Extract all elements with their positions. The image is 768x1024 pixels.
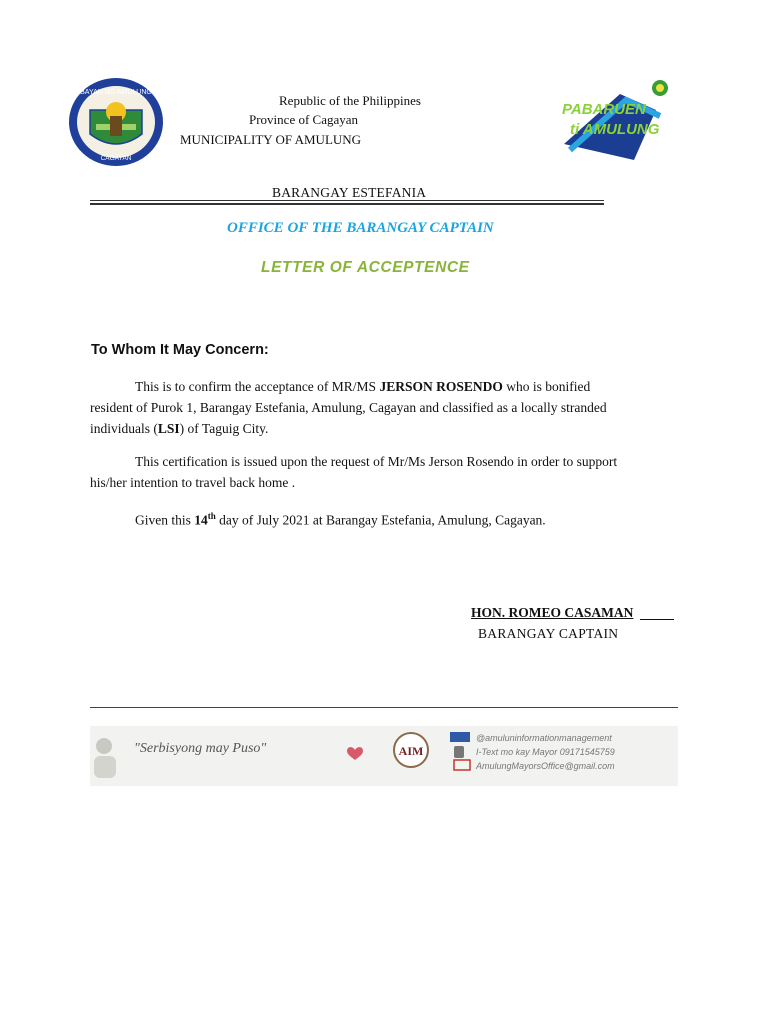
seal-bottom-text: CAGAYAN	[100, 155, 132, 162]
letter-title: LETTER OF ACCEPTENCE	[261, 259, 470, 276]
republic-line: Republic of the Philippines	[279, 93, 421, 108]
person-name: JERSON ROSENDO	[379, 379, 503, 394]
p2-line2: his/her intention to travel back home .	[90, 475, 296, 490]
signatory-name: HON. ROMEO CASAMAN	[471, 605, 634, 620]
amulung-seal-logo	[66, 76, 166, 168]
p1-line3-b: ) of Taguig City.	[179, 421, 269, 436]
signatory-title: BARANGAY CAPTAIN	[478, 626, 619, 641]
footer-facebook: @amuluninformationmanagement	[476, 733, 612, 743]
barangay-name: BARANGAY ESTEFANIA	[272, 185, 427, 200]
pabaruen-amulung-logo	[560, 74, 672, 166]
p2-line1: This certification is issued upon the request of Mr/Ms Jerson Rosendo in order to support	[135, 454, 618, 469]
given-day-suffix: th	[207, 511, 216, 521]
paragraph-certification	[90, 451, 690, 493]
p3-text-a: Given this	[135, 512, 195, 528]
lsi-abbrev: LSI	[157, 421, 180, 436]
p1-text-b: who is bonified	[502, 379, 591, 394]
p1-text-a: This is to confirm the acceptance of MR/MS	[135, 379, 380, 394]
salutation: To Whom It May Concern:	[91, 342, 269, 358]
right-logo-line2: ti AMULUNG	[570, 121, 660, 138]
header-divider-top	[90, 200, 604, 201]
footer-text-line: I-Text mo kay Mayor 09171545759	[476, 747, 615, 757]
paragraph-given	[135, 506, 695, 531]
footer-banner	[90, 726, 678, 786]
municipality-line: MUNICIPALITY OF AMULUNG	[180, 132, 362, 147]
footer-slogan: "Serbisyong may Puso"	[134, 741, 267, 756]
seal-top-text: BAYAN NG AMULUNG	[80, 89, 152, 96]
given-day: 14	[194, 512, 208, 528]
p1-line2: resident of Purok 1, Barangay Estefania, Amulung, Cagayan and classified as a locally stranded	[90, 400, 607, 415]
facebook-icon	[450, 732, 470, 742]
office-title: OFFICE OF THE BARANGAY CAPTAIN	[227, 220, 494, 236]
right-logo-line1: PABARUEN	[562, 101, 646, 118]
province-line: Province of Cagayan	[249, 112, 359, 127]
phone-icon	[454, 746, 464, 758]
aim-logo-text: AIM	[398, 744, 424, 758]
p3-text-b: day of July 2021 at Barangay Estefania, Amulung, Cagayan.	[215, 512, 546, 528]
footer-divider	[90, 707, 678, 708]
signature-underline-extension	[640, 619, 674, 620]
paragraph-acceptance	[90, 376, 690, 439]
aim-logo	[394, 733, 428, 767]
header-divider-bottom	[90, 203, 604, 205]
p1-line3-a: individuals (	[90, 421, 158, 436]
footer-email: AmulungMayorsOffice@gmail.com	[476, 761, 615, 771]
